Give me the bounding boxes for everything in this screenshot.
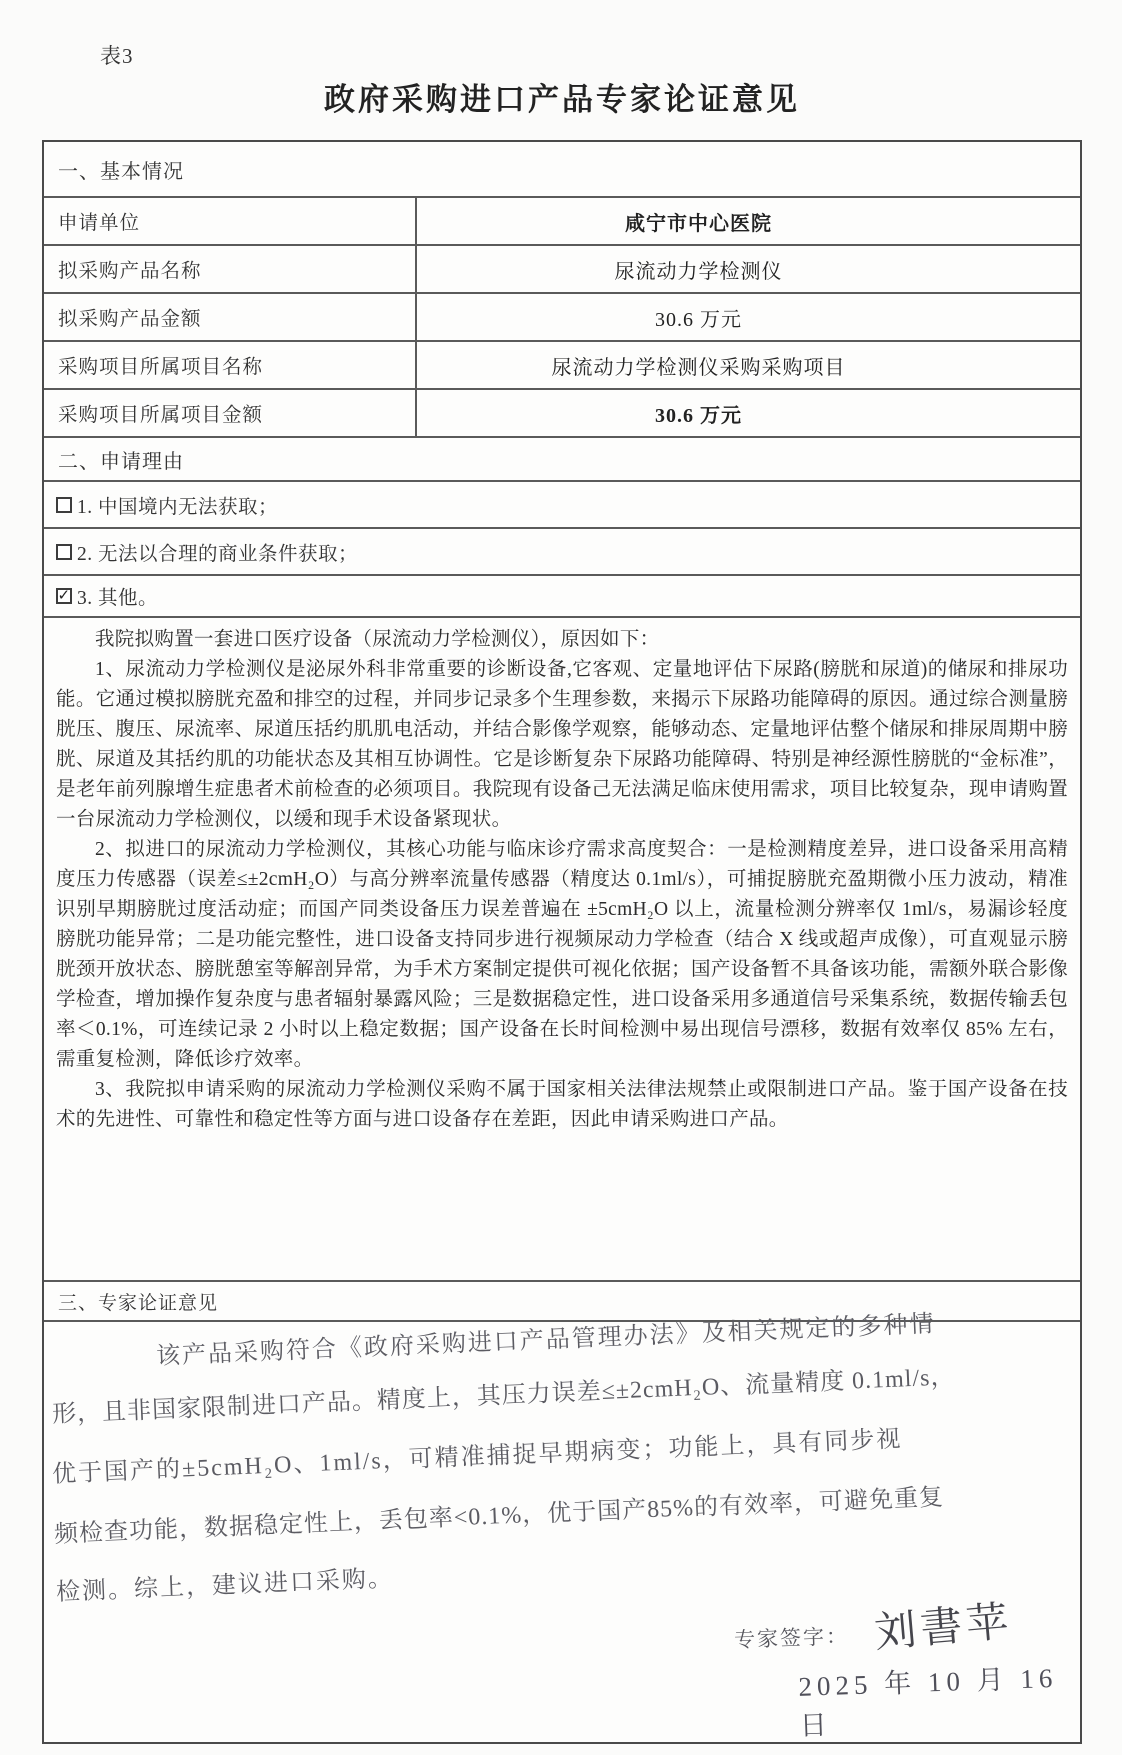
row-value: 尿流动力学检测仪 <box>614 260 783 283</box>
row-value: 尿流动力学检测仪采购采购项目 <box>551 356 846 379</box>
expert-signature-date: 2025 年 10 月 16 日 <box>797 1662 1058 1741</box>
handwritten-line-4: 频检查功能，数据稳定性上，丢包率<0.1%，优于国产85%的有效率，可避免重复 <box>53 1484 945 1548</box>
table-row-product-amount <box>44 294 1080 342</box>
row-label: 拟采购产品金额 <box>44 294 417 340</box>
row-label: 拟采购产品名称 <box>44 246 417 292</box>
handwritten-line-2: 形，且非国家限制进口产品。精度上，其压力误差≤±2cmH₂O、流量精度 0.1ml/s， <box>51 1364 956 1428</box>
table-number-label: 表3 <box>100 44 134 68</box>
row-value: 咸宁市中心医院 <box>625 212 772 235</box>
handwritten-line-5: 检测。综上，建议进口采购。 <box>55 1565 395 1606</box>
section-title: 三、专家论证意见 <box>58 1292 219 1314</box>
document-title: 政府采购进口产品专家论证意见 <box>324 82 800 117</box>
reason-paragraph-2: 2、拟进口的尿流动力学检测仪，其核心功能与临床诊疗需求高度契合：一是检测精度差异，进口设备采用高精度压力传感器（误差≤±2cmH₂O）与高分辨率流量传感器（精度达 0.1ml/s），可捕捉膀胱充盈期微小压力波动，精准识别早期膀胱过度活动症；而国产同类设备压力误差普遍在 ±5cmH₂O 以上，流量检测分辨率仅 1ml/s，易漏诊轻度膀胱功能异常；二是功能完整性，进口设备支持同步进行视频尿动力学检查（结合 X 线或超声成像），可直观显示膀胱颈开放状态、膀胱憩室等解剖异常，为手术方案制定提供可视化依据；国产设备暂不具备该功能，需额外联合影像学检查，增加操作复杂度与患者辐射暴露风险；三是数据稳定性，进口设备采用多通道信号采集系统，数据传输丢包率＜0.1%，可连续记录 2 小时以上稳定数据；国产设备在长时间检测中易出现信号漂移，数据有效率仅 85% 左右，需重复检测，降低诊疗效率。 <box>56 839 1068 1070</box>
option-text: 1. 中国境内无法获取； <box>77 496 279 518</box>
option-text: 3. 其他。 <box>77 588 159 609</box>
row-label: 采购项目所属项目名称 <box>44 342 417 388</box>
main-form-table <box>42 140 1082 1744</box>
reason-option-3 <box>44 576 1080 618</box>
option-text: 2. 无法以合理的商业条件获取； <box>77 543 359 565</box>
table-row-product-name <box>44 246 1080 294</box>
expert-signature-label: 专家签字： <box>733 1624 850 1652</box>
reason-paragraph-intro: 我院拟购置一套进口医疗设备（尿流动力学检测仪），原因如下： <box>95 629 660 650</box>
checkbox-unchecked-icon <box>56 497 72 513</box>
expert-opinion-cell <box>44 1311 1080 1742</box>
reason-paragraph-1: 1、尿流动力学检测仪是泌尿外科非常重要的诊断设备,它客观、定量地评估下尿路(膀胱和尿道)的储尿和排尿功能。它通过模拟膀胱充盈和排空的过程，并同步记录多个生理参数，来揭示下尿路功能障碍的原因。通过综合测量膀胱压、腹压、尿流率、尿道压括约肌肌电活动，并结合影像学观察，能够动态、定量地评估整个储尿和排尿周期中膀胱、尿道及其括约肌的功能状态及其相互协调性。它是诊断复杂下尿路功能障碍、特别是神经源性膀胱的“金标准”，是老年前列腺增生症患者术前检查的必须项目。我院现有设备己无法满足临床使用需求，项目比较复杂，现申请购置一台尿流动力学检测仪，以缓和现手术设备紧现状。 <box>56 659 1068 830</box>
reason-body-text <box>44 618 1080 1282</box>
handwritten-line-3: 优于国产的±5cmH₂O、1ml/s，可精准捕捉早期病变；功能上，具有同步视 <box>51 1426 903 1488</box>
expert-signature-handwriting: 刘書苹 <box>872 1599 1015 1657</box>
section-title: 一、基本情况 <box>58 160 184 183</box>
row-label: 采购项目所属项目金额 <box>44 390 417 436</box>
handwritten-line-1: 该产品采购符合《政府采购进口产品管理办法》及相关规定的多种情 <box>155 1311 937 1370</box>
row-value: 30.6 万元 <box>655 404 742 427</box>
reason-option-2 <box>44 529 1080 576</box>
section-header-apply-reason <box>44 438 1080 482</box>
row-value: 30.6 万元 <box>655 308 742 331</box>
table-row-applicant <box>44 198 1080 246</box>
reason-option-1 <box>44 482 1080 529</box>
table-row-project-name <box>44 342 1080 390</box>
table-row-project-amount <box>44 390 1080 438</box>
section-title: 二、申请理由 <box>58 450 184 473</box>
checkbox-checked-icon: ✓ <box>57 587 71 604</box>
reason-paragraph-3: 3、我院拟申请采购的尿流动力学检测仪采购不属于国家相关法律法规禁止或限制进口产品。鉴于国产设备在技术的先进性、可靠性和稳定性等方面与进口设备存在差距，因此申请采购进口产品。 <box>56 1079 1068 1130</box>
checkbox-unchecked-icon <box>56 544 72 560</box>
row-label: 申请单位 <box>44 198 417 244</box>
section-header-basic-info <box>44 142 1080 198</box>
